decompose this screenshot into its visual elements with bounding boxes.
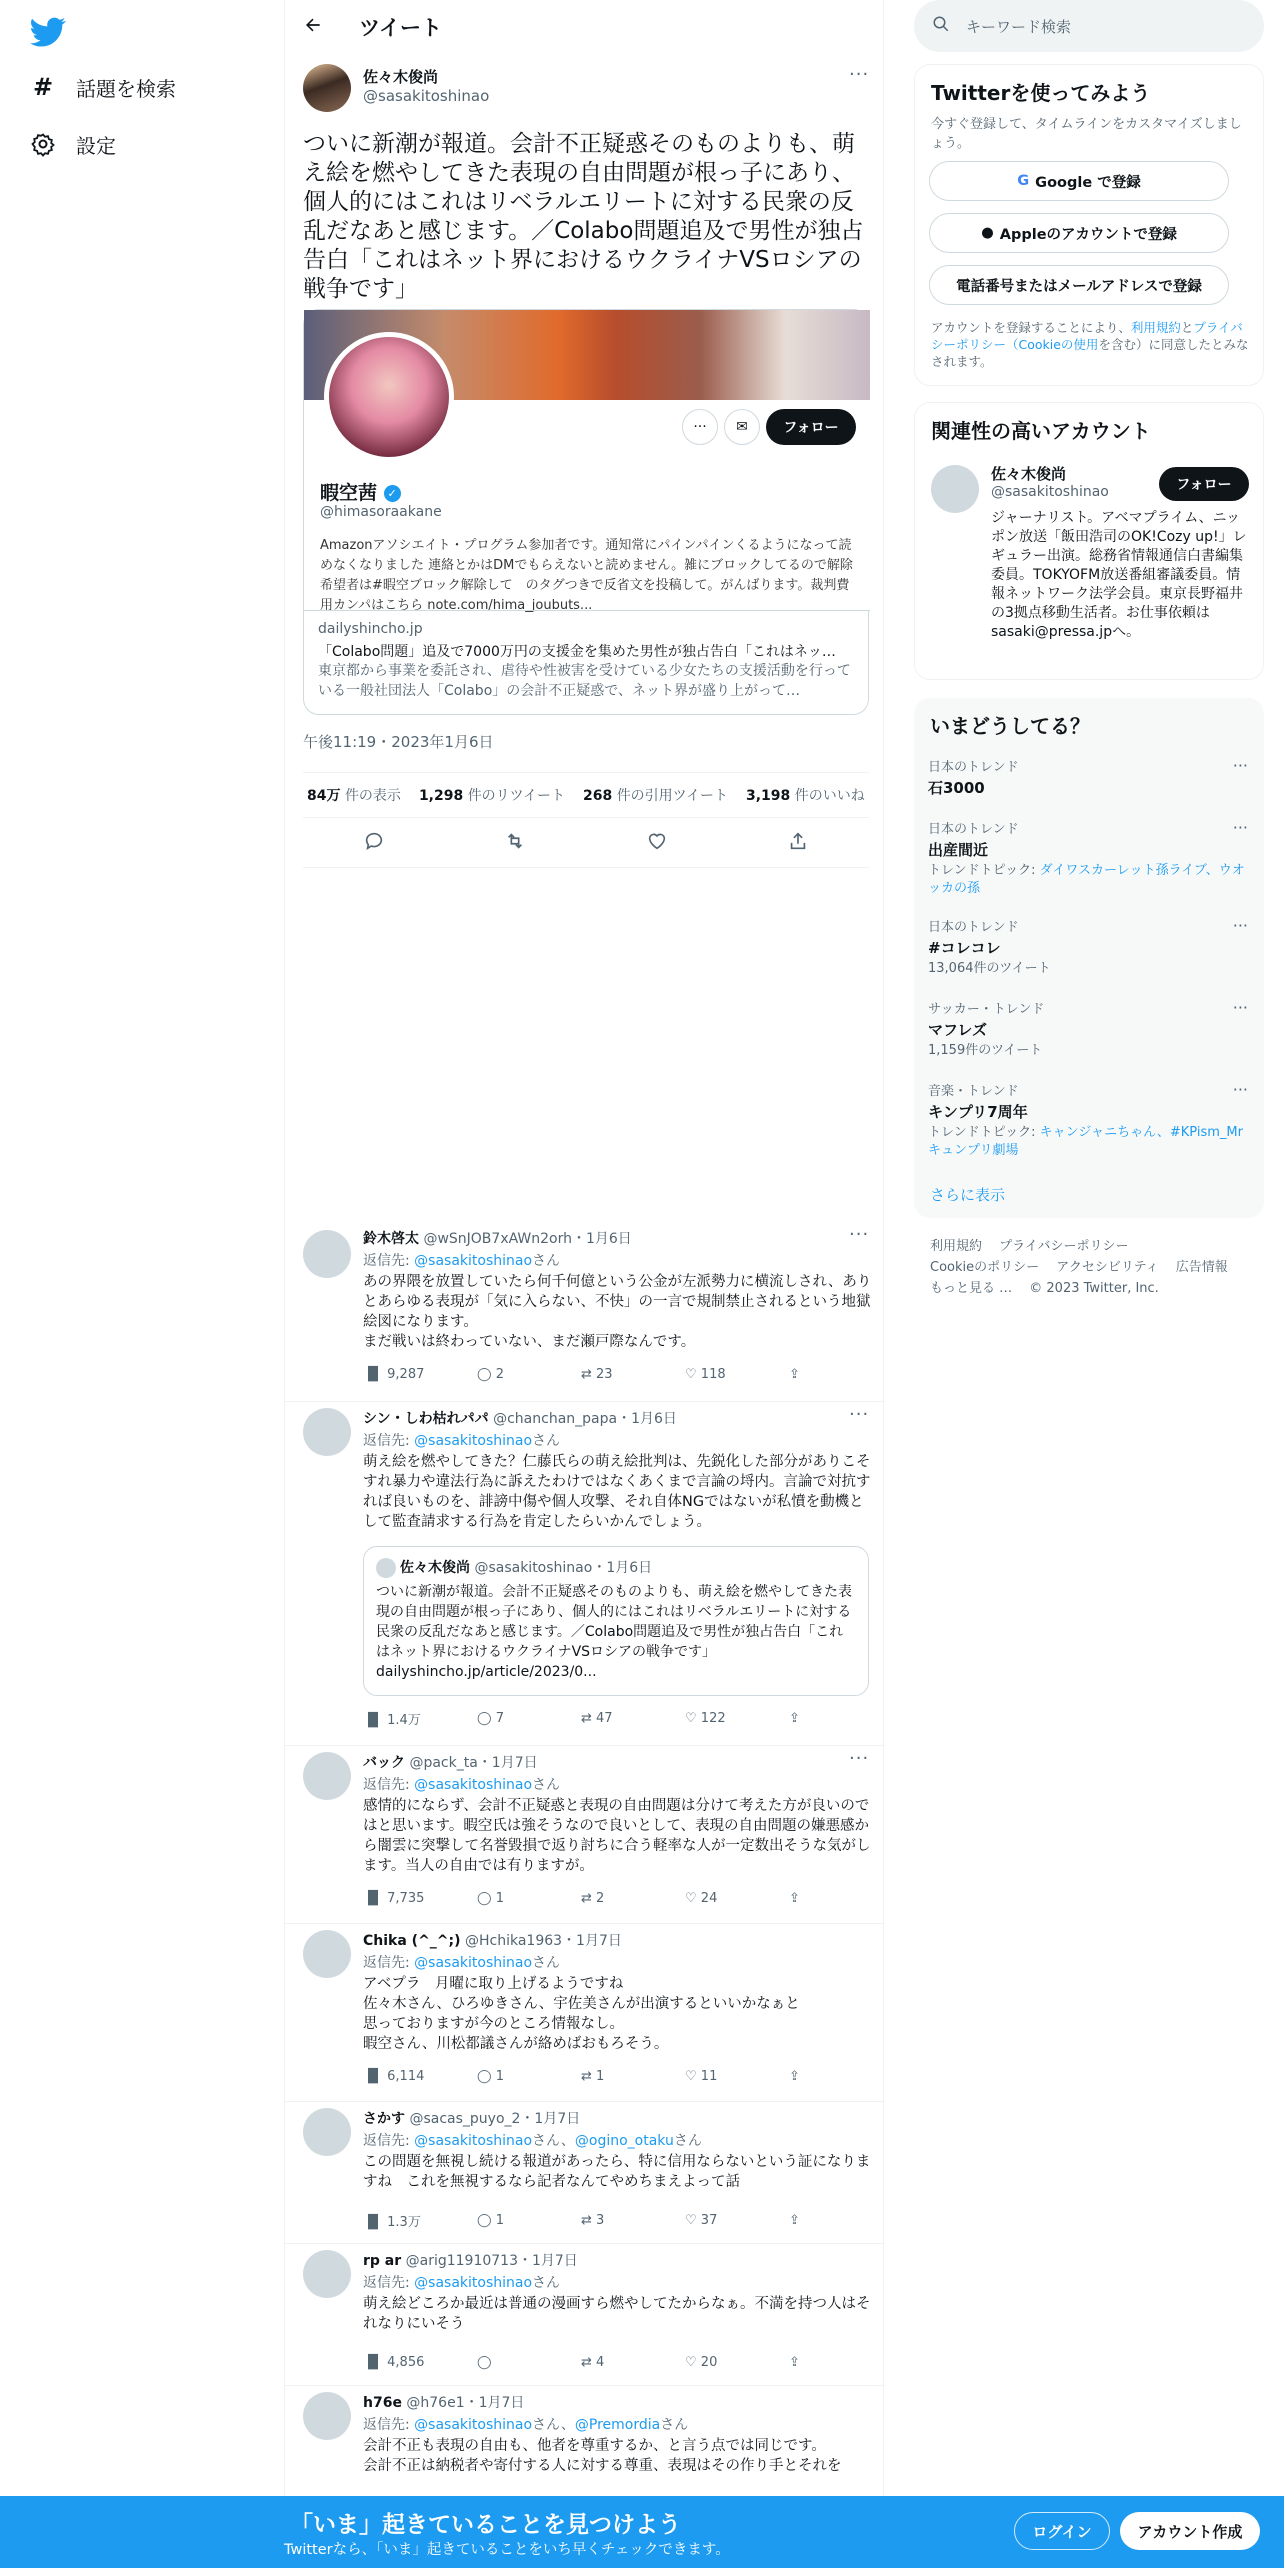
page-title: ツイート [359, 16, 442, 40]
mention-link[interactable]: @sasakitoshinao [414, 2133, 533, 2149]
retweet-icon[interactable]: ⇄ 1 [581, 2068, 605, 2084]
share-icon[interactable]: ⇪ [789, 2212, 800, 2228]
reply-tweet[interactable] [285, 1748, 885, 1924]
signup-button[interactable]: アカウント作成 [1120, 2512, 1260, 2550]
retweet-icon[interactable]: ⇄ 23 [581, 1366, 613, 1382]
card-image [304, 310, 870, 613]
reply-header: 鈴木啓太 @wSnJOB7xAWn2orh・1月6日 [363, 1231, 632, 1247]
author-name[interactable]: 佐々木俊尚 @sasakitoshinao [363, 68, 490, 105]
likes-stat[interactable]: 3,198 件のいいね [746, 788, 865, 804]
more-icon[interactable]: ··· [1232, 818, 1248, 837]
search-icon [932, 15, 950, 37]
related-name-block[interactable]: 佐々木俊尚 @sasakitoshinao [991, 465, 1109, 500]
reply-icon[interactable]: ◯ 1 [477, 2068, 504, 2084]
views-icon[interactable]: ▐▌ 1.4万 [363, 1712, 421, 1728]
trend-topic-link[interactable]: キャンジャニちゃん、#KPism_Mrキュンプリ劇場 [928, 1125, 1243, 1158]
retweet-icon[interactable]: ⇄ 2 [581, 1890, 605, 1906]
quoted-tweet[interactable] [363, 1546, 869, 1696]
reply-icon[interactable]: ◯ 2 [477, 1366, 504, 1382]
nav-explore[interactable] [30, 67, 176, 107]
card-profile-bio: Amazonアソシエイト・プログラム参加者です。通知常にパインパインくるようになって読めなくなりました 連絡とかはDMでもらえないと読めません。雑にブロックしてるので解除希望者は#暇空ブロック解除して のタグつきで反省文を投稿して。がんばります。裁判費用カンパはこちら note.com/hima_joubuts... [320, 538, 853, 613]
card-profile-name: 暇空茜 ✓ [320, 478, 401, 505]
reply-avatar[interactable] [303, 1930, 351, 1978]
back-arrow-icon[interactable] [303, 15, 323, 39]
right-sidebar [914, 0, 1264, 2568]
reply-header: rp ar @arig11910713・1月7日 [363, 2253, 578, 2269]
related-avatar[interactable] [931, 465, 979, 513]
footer-ads-link[interactable]: 広告情報 [1175, 1260, 1228, 1275]
mention-link[interactable]: @sasakitoshinao [414, 2417, 533, 2433]
tweet-stats [303, 772, 869, 818]
signup-subtitle: 今すぐ登録して、タイムラインをカスタマイズしましょう。 [931, 117, 1242, 151]
reply-header: h76e @h76e1・1月7日 [363, 2395, 525, 2411]
footer-terms-link[interactable]: 利用規約 [930, 1239, 983, 1254]
twitter-logo-icon[interactable] [30, 14, 66, 50]
link-card[interactable] [303, 309, 869, 715]
reply-header: Chika (^_^;) @Hchika1963・1月7日 [363, 1933, 622, 1949]
more-icon[interactable]: ··· [1232, 756, 1248, 775]
mention-link[interactable]: @sasakitoshinao [414, 1955, 533, 1971]
trend-topic-link[interactable]: ダイワスカーレット孫ライブ、ウオッカの孫 [928, 863, 1245, 896]
trends-box [914, 698, 1264, 1218]
mention-link[interactable]: @sasakitoshinao [414, 1253, 533, 1269]
profile-avatar [324, 332, 454, 462]
search-placeholder: キーワード検索 [966, 17, 1072, 36]
show-more-link[interactable]: さらに表示 [930, 1186, 1006, 1204]
reply-actions [363, 1708, 800, 1728]
reply-icon[interactable] [363, 830, 385, 856]
search-box[interactable] [914, 0, 1264, 52]
reply-text: 感情的にならず、会計不正疑惑と表現の自由問題は分けて考えた方が良いのではと思います。暇空氏は強そうなので良いとして、表現の自由問題の嫌悪感から闇雲に突撃して名誉毀損で返り討ちに合う軽率な人が一定数出そうな気がします。当人の自由では有りますが。 [363, 1798, 871, 1874]
share-icon[interactable]: ⇪ [789, 1366, 800, 1382]
reply-to: 返信先: @sasakitoshinaoさん [363, 1433, 561, 1449]
signup-title: Twitterを使ってみよう [931, 81, 1151, 105]
like-icon[interactable]: ♡ 122 [685, 1710, 726, 1726]
reply-avatar[interactable] [303, 2250, 351, 2298]
tweet-text: ついに新潮が報道。会計不正疑惑そのものよりも、萌え絵を燃やしてきた表現の自由問題が根っ子にあり、個人的にはこれはリベラルエリートに対する民衆の反乱だなあと感じます。／Colabo問題追及で男性が独占告白「これはネット界におけるウクライナVSロシアの戦争です」 [303, 131, 864, 302]
card-follow-button: フォロー [766, 409, 856, 445]
quote-header: 佐々木俊尚 @sasakitoshinao・1月6日 [376, 1557, 856, 1578]
card-domain: dailyshincho.jp [318, 621, 423, 637]
views-stat: 84万 件の表示 [307, 788, 401, 804]
related-bio: ジャーナリスト。アベマプライム、ニッポン放送「飯田浩司のOK!Cozy up!」レギュラー出演。総務省情報通信白書編集委員。TOKYOFM放送番組審議委員。情報ネットワーク法学会員。東京長野福井の3拠点移動生活者。お仕事依頼はsasaki@pressa.jpへ。 [991, 510, 1247, 640]
related-accounts-box [914, 402, 1264, 680]
reply-tweet[interactable] [285, 1226, 885, 1402]
footer-cookie-link[interactable]: Cookieのポリシー [930, 1260, 1040, 1275]
trend-item[interactable]: 日本のトレンド 出産間近 トレンドトピック: ダイワスカーレット孫ライブ、ウオッカの孫 ··· [928, 818, 1248, 896]
mention-link[interactable]: @sasakitoshinao [414, 2275, 533, 2291]
hashtag-icon: # [32, 73, 54, 101]
bottom-signup-bar [0, 2496, 1284, 2568]
like-icon[interactable]: ♡ 11 [685, 2068, 718, 2084]
reply-text: 会計不正も表現の自由も、他者を尊重するか、と言う点では同じです。 会計不正は納税者や寄付する人に対する尊重、表現はその作り手とそれを [363, 2438, 842, 2474]
reply-text: アベプラ 月曜に取り上げるようですね 佐々木さん、ひろゆきさん、宇佐美さんが出演するといいかなぁと 思っておりますが今のところ情報なし。 暇空さん、川松都議さんが絡めばおもろそう。 [363, 1976, 800, 2052]
reply-text: この問題を無視し続ける報道があったら、特に信用ならないという証になりますね これを無視するなら記者なんてやめちまえよって話 [363, 2154, 871, 2190]
nav-settings[interactable] [30, 124, 116, 164]
mention-link[interactable]: @Premordia [574, 2417, 661, 2433]
like-icon[interactable] [646, 830, 668, 856]
trend-item[interactable]: 音楽・トレンド キンプリ7周年 トレンドトピック: キャンジャニちゃん、#KPism_Mrキュンプリ劇場 ··· [928, 1080, 1248, 1158]
like-icon[interactable]: ♡ 20 [685, 2354, 718, 2370]
quotes-stat[interactable]: 268 件の引用ツイート [583, 788, 728, 804]
reply-to: 返信先: @sasakitoshinaoさん、@Premordiaさん [363, 2417, 689, 2433]
reply-to: 返信先: @sasakitoshinaoさん [363, 1777, 561, 1793]
more-icon: ··· [682, 409, 718, 445]
main-column [284, 0, 884, 2568]
card-profile-handle: @himasoraakane [320, 504, 442, 520]
login-button[interactable]: ログイン [1014, 2512, 1110, 2550]
reply-actions [363, 2066, 800, 2086]
terms-link[interactable]: 利用規約 [1130, 320, 1181, 335]
more-icon[interactable]: ··· [849, 1748, 870, 1769]
related-title: 関連性の高いアカウント [931, 419, 1151, 443]
retweet-icon[interactable] [504, 830, 526, 856]
more-icon[interactable]: ··· [1232, 998, 1248, 1017]
mention-link[interactable]: @sasakitoshinao [414, 1777, 533, 1793]
author-handle: @sasakitoshinao [363, 87, 490, 105]
bottom-bar-subtitle: Twitterなら、「いま」起きていることをいち早くチェックできます。 [284, 2542, 730, 2558]
reply-header: バック @pack_ta・1月7日 [363, 1755, 538, 1771]
reply-to: 返信先: @sasakitoshinaoさん [363, 1253, 561, 1269]
copyright: © 2023 Twitter, Inc. [1029, 1281, 1159, 1296]
more-icon[interactable]: ··· [1232, 1080, 1248, 1099]
reply-avatar[interactable] [303, 1752, 351, 1800]
reply-text: 萌え絵どころか最近は普通の漫画すら燃やしてたからなぁ。不満を持つ人はそれなりにいそう [363, 2296, 871, 2332]
reply-icon[interactable]: ◯ [477, 2354, 492, 2370]
signup-box [914, 64, 1264, 386]
reply-text: あの界隈を放置していたら何千何億という公金が左派勢力に横流しされ、ありとあらゆる表現が「気に入らない、不快」の一言で規制禁止されるという地獄絵図になります。 まだ戦いは終わっていない、まだ瀬戸際なんです。 [363, 1274, 872, 1350]
bottom-bar-title: 「いま」起きていることを見つけよう [290, 2512, 681, 2538]
footer-privacy-link[interactable]: プライバシーポリシー [999, 1239, 1129, 1254]
more-icon[interactable]: ··· [1232, 916, 1248, 935]
nav-settings-label: 設定 [76, 133, 116, 158]
views-icon[interactable]: ▐▌ 7,735 [363, 1890, 425, 1906]
views-icon[interactable]: ▐▌ 1.3万 [363, 2214, 421, 2230]
retweet-icon[interactable]: ⇄ 3 [581, 2212, 605, 2228]
quote-text: ついに新潮が報道。会計不正疑惑そのものよりも、萌え絵を燃やしてきた表現の自由問題が根っ子にあり、個人的にはこれはリベラルエリートに対する民衆の反乱だなあと感じます。／Colabo問題追及で男性が独占告白「これはネット界におけるウクライナVSロシアの戦争です」 dailyshincho.jp/article/2023/0... [376, 1584, 852, 1680]
apple-icon: ● [981, 225, 994, 241]
share-icon[interactable]: ⇪ [789, 1890, 800, 1906]
like-icon[interactable]: ♡ 37 [685, 2212, 718, 2228]
reply-header: シン・しわ枯れパパ @chanchan_papa・1月6日 [363, 1411, 677, 1427]
reply-to: 返信先: @sasakitoshinaoさん [363, 1955, 561, 1971]
footer-accessibility-link[interactable]: アクセシビリティ [1056, 1260, 1159, 1275]
trend-item[interactable]: 日本のトレンド 石3000 ··· [928, 756, 1248, 797]
quote-avatar [376, 1558, 396, 1578]
reply-actions [363, 2210, 800, 2230]
nav-explore-label: 話題を検索 [76, 76, 176, 101]
reply-to: 返信先: @sasakitoshinaoさん、@ogino_otakuさん [363, 2133, 702, 2149]
footer-links [930, 1236, 1260, 1299]
tweet-header [285, 0, 885, 53]
author-avatar[interactable] [303, 64, 351, 112]
share-icon[interactable]: ⇪ [789, 2068, 800, 2084]
reply-avatar[interactable] [303, 2108, 351, 2156]
share-icon[interactable]: ⇪ [789, 1710, 800, 1726]
google-icon: G [1017, 173, 1030, 189]
reply-icon[interactable]: ◯ 7 [477, 1710, 504, 1726]
reply-icon[interactable]: ◯ 1 [477, 1890, 504, 1906]
card-description: 東京都から事業を委託され、虐待や性被害を受けている少女たちの支援活動を行っている一般社団法人「Colabo」の会計不正疑惑で、ネット界が盛り上がって… [318, 663, 851, 699]
more-icon[interactable]: ··· [849, 64, 870, 85]
retweet-icon[interactable]: ⇄ 47 [581, 1710, 613, 1726]
tweet-timestamp[interactable]: 午後11:19・2023年1月6日 [303, 733, 494, 751]
tweet-actions [303, 818, 869, 868]
gear-icon [30, 132, 56, 156]
reply-avatar[interactable] [303, 1408, 351, 1456]
privacy-link[interactable]: プライバシーポリシー（Cookieの使用 [931, 320, 1243, 352]
reply-text: 萌え絵を燃やしてきた？仁藤氏らの萌え絵批判は、先鋭化した部分がありこそすれ暴力や違法行為に訴えたわけではなくあくまで言論の埒内。言論で対抗すれば良いものを、誹謗中傷や個人攻撃、それ自体NGではないが私憤を動機として監査請求する行為を肯定したらいかんでしょう。 [363, 1454, 871, 1530]
footer-more-link[interactable]: もっと見る … [930, 1281, 1013, 1296]
reply-tweet[interactable] [285, 1404, 885, 1746]
more-icon[interactable]: ··· [849, 1404, 870, 1425]
reply-actions [363, 1364, 800, 1384]
mention-link[interactable]: @sasakitoshinao [414, 1433, 533, 1449]
reply-to: 返信先: @sasakitoshinaoさん [363, 2275, 561, 2291]
retweets-stat[interactable]: 1,298 件のリツイート [418, 788, 565, 804]
reply-tweet[interactable] [285, 1926, 885, 2102]
apple-signup-button[interactable]: ● Appleのアカウントで登録 [929, 213, 1229, 253]
verified-icon: ✓ [384, 485, 401, 502]
views-icon[interactable]: ▐▌ 4,856 [363, 2354, 425, 2370]
reply-header: さかす @sacas_puyo_2・1月7日 [363, 2111, 581, 2127]
share-icon[interactable] [787, 830, 809, 856]
reply-tweet[interactable] [285, 2246, 885, 2386]
views-icon[interactable]: ▐▌ 6,114 [363, 2068, 425, 2084]
like-icon[interactable]: ♡ 24 [685, 1890, 718, 1906]
left-sidebar [0, 0, 284, 2568]
trend-item[interactable]: サッカー・トレンド マフレズ 1,159件のツイート ··· [928, 998, 1248, 1058]
card-title: 「Colabo問題」追及で7000万円の支援金を集めた男性が独占告白「これはネッ… [318, 644, 836, 660]
reply-avatar[interactable] [303, 1230, 351, 1278]
google-signup-button[interactable]: G Google で登録 [929, 161, 1229, 201]
related-follow-button[interactable]: フォロー [1159, 467, 1249, 501]
more-icon[interactable]: ··· [849, 1224, 870, 1245]
mail-icon: ✉ [724, 409, 760, 445]
trends-title: いまどうしてる？ [930, 714, 1090, 738]
reply-actions [363, 1888, 800, 1908]
terms-notice: アカウントを登録することにより、利用規約とプライバシーポリシー（Cookieの使用を含む）に同意したとみなされます。 [931, 320, 1249, 369]
reply-tweet[interactable] [285, 2104, 885, 2244]
mention-link[interactable]: @ogino_otaku [574, 2133, 674, 2149]
trend-item[interactable]: 日本のトレンド #コレコレ 13,064件のツイート ··· [928, 916, 1248, 976]
reply-actions [363, 2352, 800, 2372]
share-icon[interactable]: ⇪ [789, 2354, 800, 2370]
retweet-icon[interactable]: ⇄ 4 [581, 2354, 605, 2370]
views-icon[interactable]: ▐▌ 9,287 [363, 1366, 425, 1382]
card-footer [304, 610, 870, 716]
phone-signup-button[interactable]: 電話番号またはメールアドレスで登録 [929, 265, 1229, 305]
like-icon[interactable]: ♡ 118 [685, 1366, 726, 1382]
reply-avatar[interactable] [303, 2392, 351, 2440]
reply-icon[interactable]: ◯ 1 [477, 2212, 504, 2228]
